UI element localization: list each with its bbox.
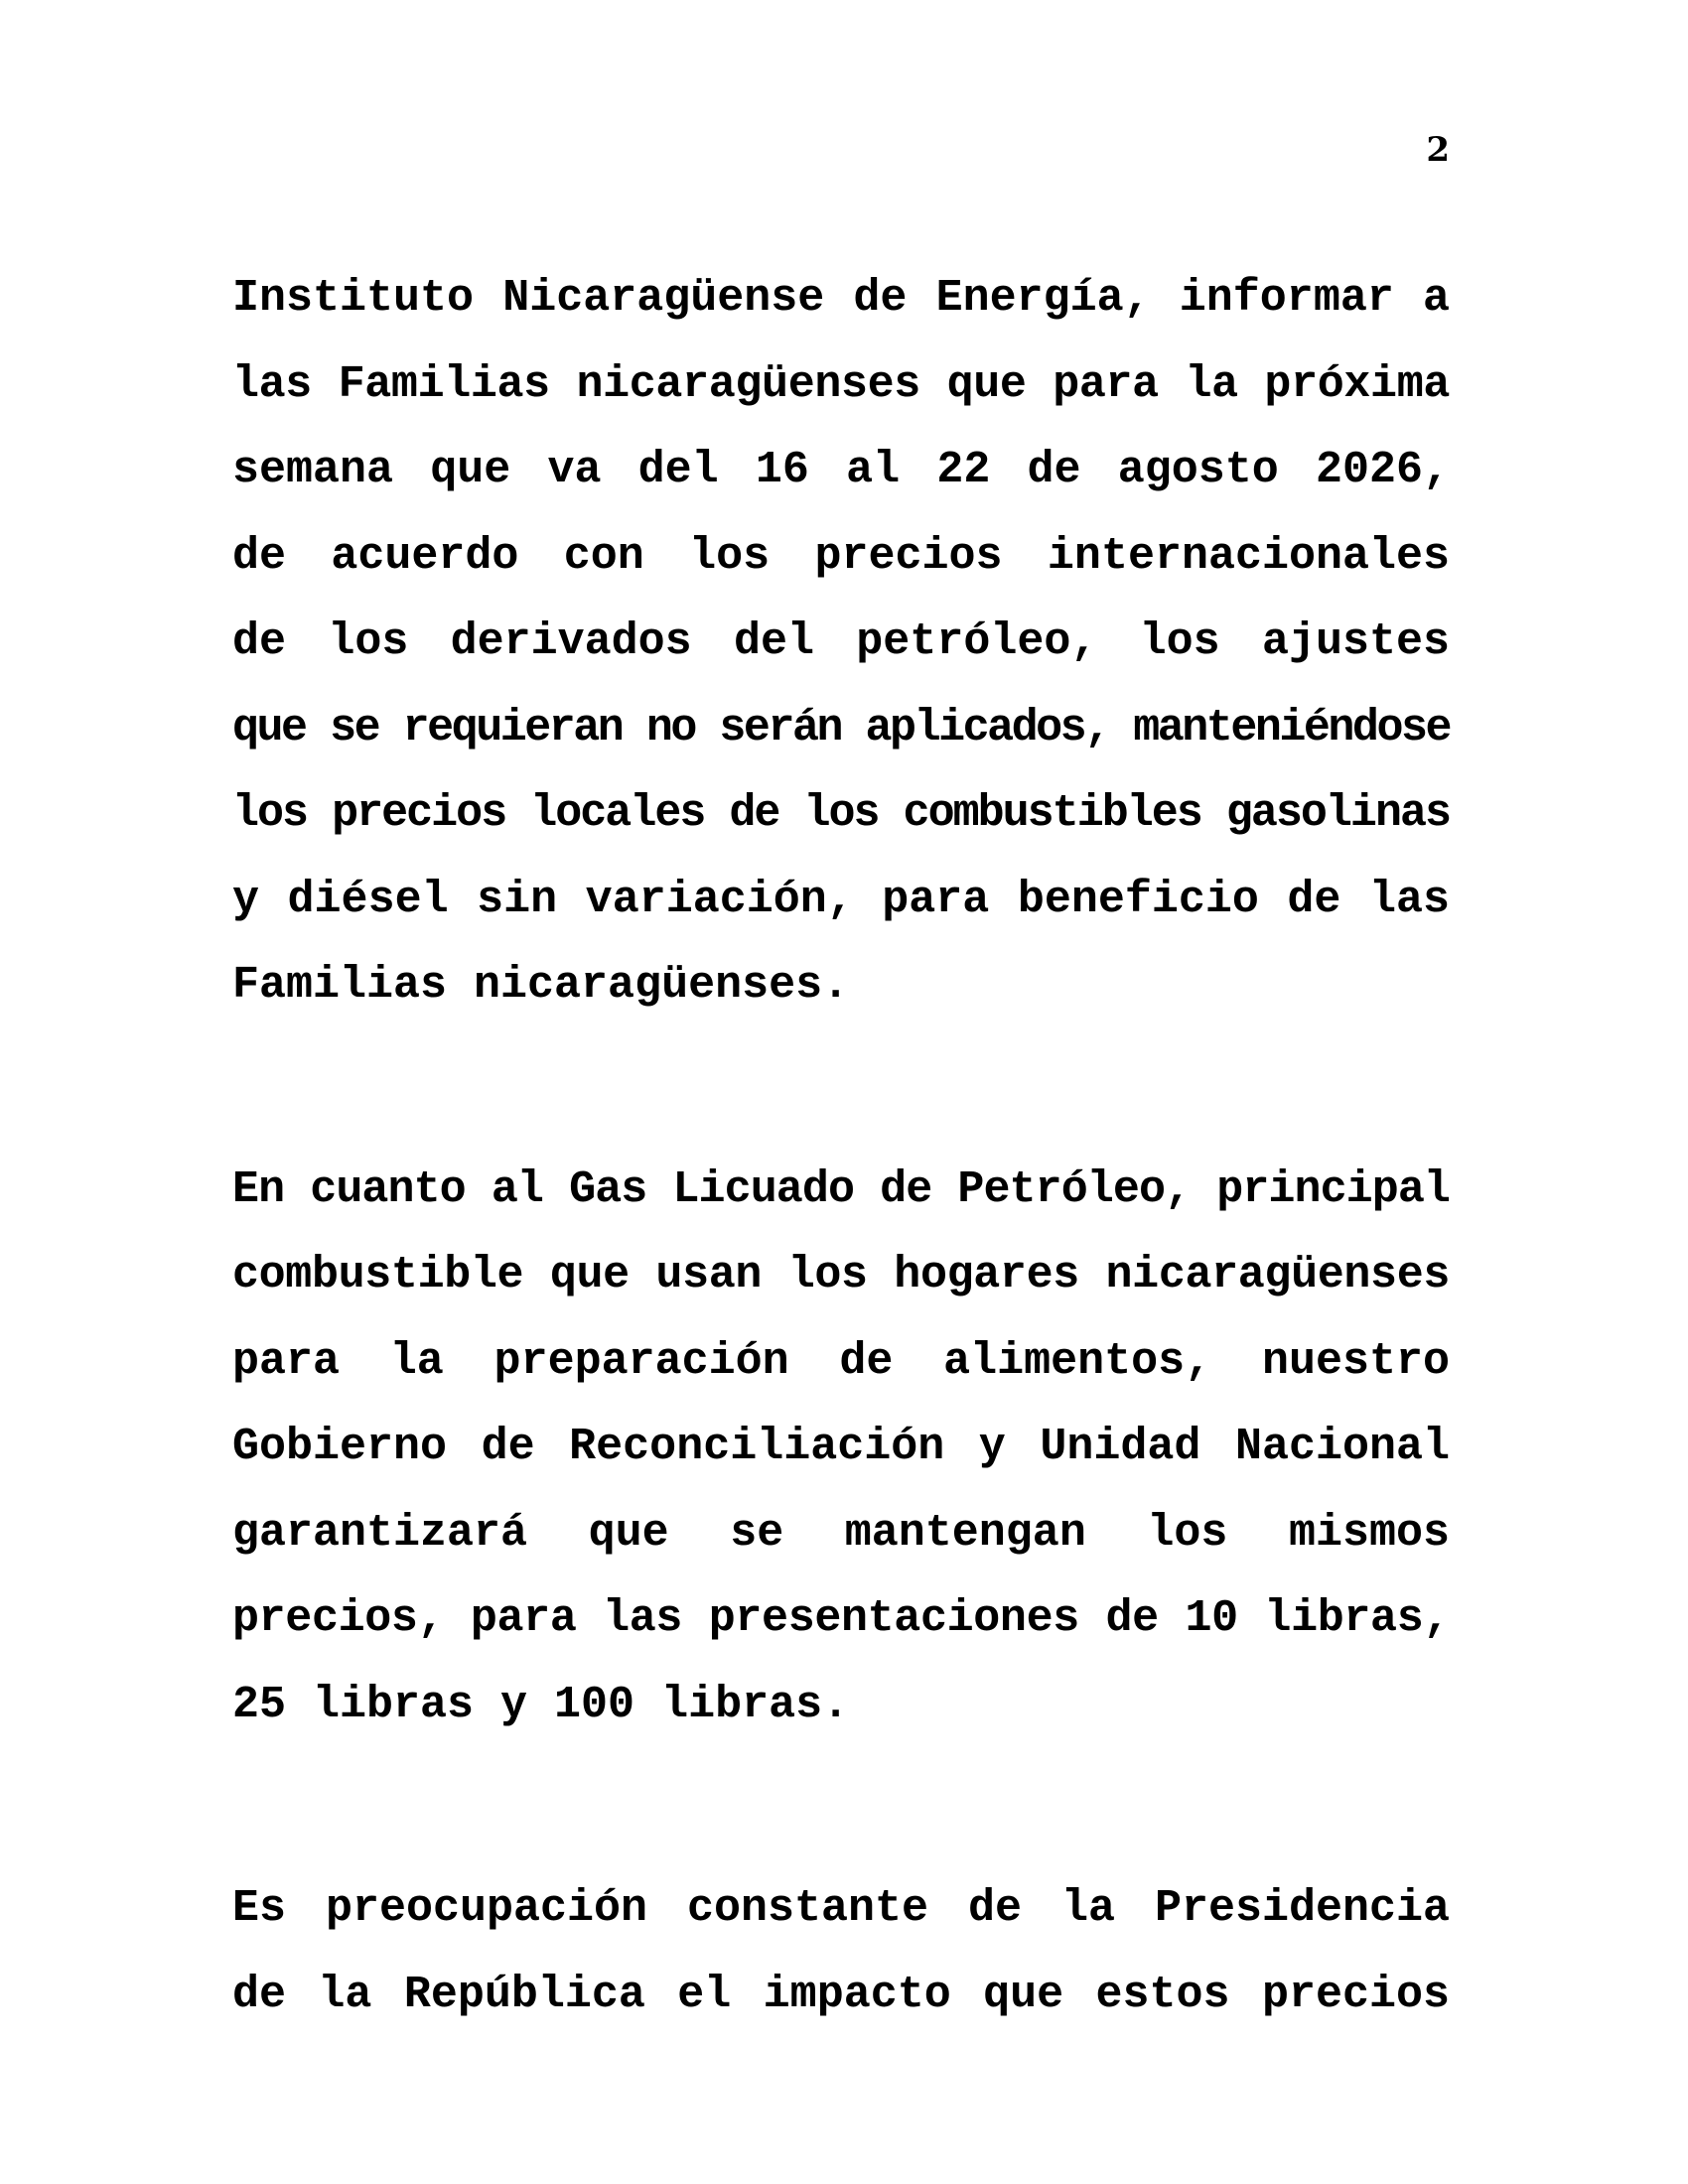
text-line: y diésel sin variación, para beneficio de las	[232, 874, 1450, 925]
paragraph-1	[232, 256, 1450, 1029]
text-line: los precios locales de los combustibles gasolinas	[232, 788, 1451, 839]
text-line: 25 libras y 100 libras.	[232, 1679, 850, 1730]
paragraph-spacer	[232, 1748, 1450, 1866]
text-line: semana que va del 16 al 22 de agosto 2026,	[232, 445, 1450, 495]
text-line: combustible que usan los hogares nicaragüenses	[232, 1250, 1451, 1300]
text-line: de la República el impacto que estos precios	[232, 1969, 1450, 2020]
text-line: precios, para las presentaciones de 10 libras,	[232, 1593, 1451, 1644]
text-line: Instituto Nicaragüense de Energía, informar a	[232, 273, 1450, 324]
paragraph-2	[232, 1148, 1450, 1749]
text-line: Familias nicaragüenses.	[232, 960, 850, 1011]
text-line: para la preparación de alimentos, nuestro	[232, 1335, 1450, 1387]
text-line: de los derivados del petróleo, los ajustes	[232, 616, 1450, 667]
text-line: las Familias nicaragüenses que para la próxima	[232, 358, 1451, 410]
page-number: 2	[1426, 130, 1450, 170]
text-line: garantizará que se mantengan los mismos	[232, 1507, 1450, 1559]
text-line: que se requieran no serán aplicados, manteniéndose	[232, 702, 1451, 753]
text-line: Es preocupación constante de la Presidencia	[232, 1883, 1450, 1934]
text-line: de acuerdo con los precios internacionales	[232, 530, 1450, 582]
text-line: Gobierno de Reconciliación y Unidad Nacional	[232, 1422, 1450, 1472]
paragraph-spacer	[232, 1029, 1450, 1148]
paragraph-3	[232, 1866, 1450, 2038]
document-body	[232, 256, 1450, 2038]
text-line: En cuanto al Gas Licuado de Petróleo, principal	[232, 1163, 1450, 1215]
